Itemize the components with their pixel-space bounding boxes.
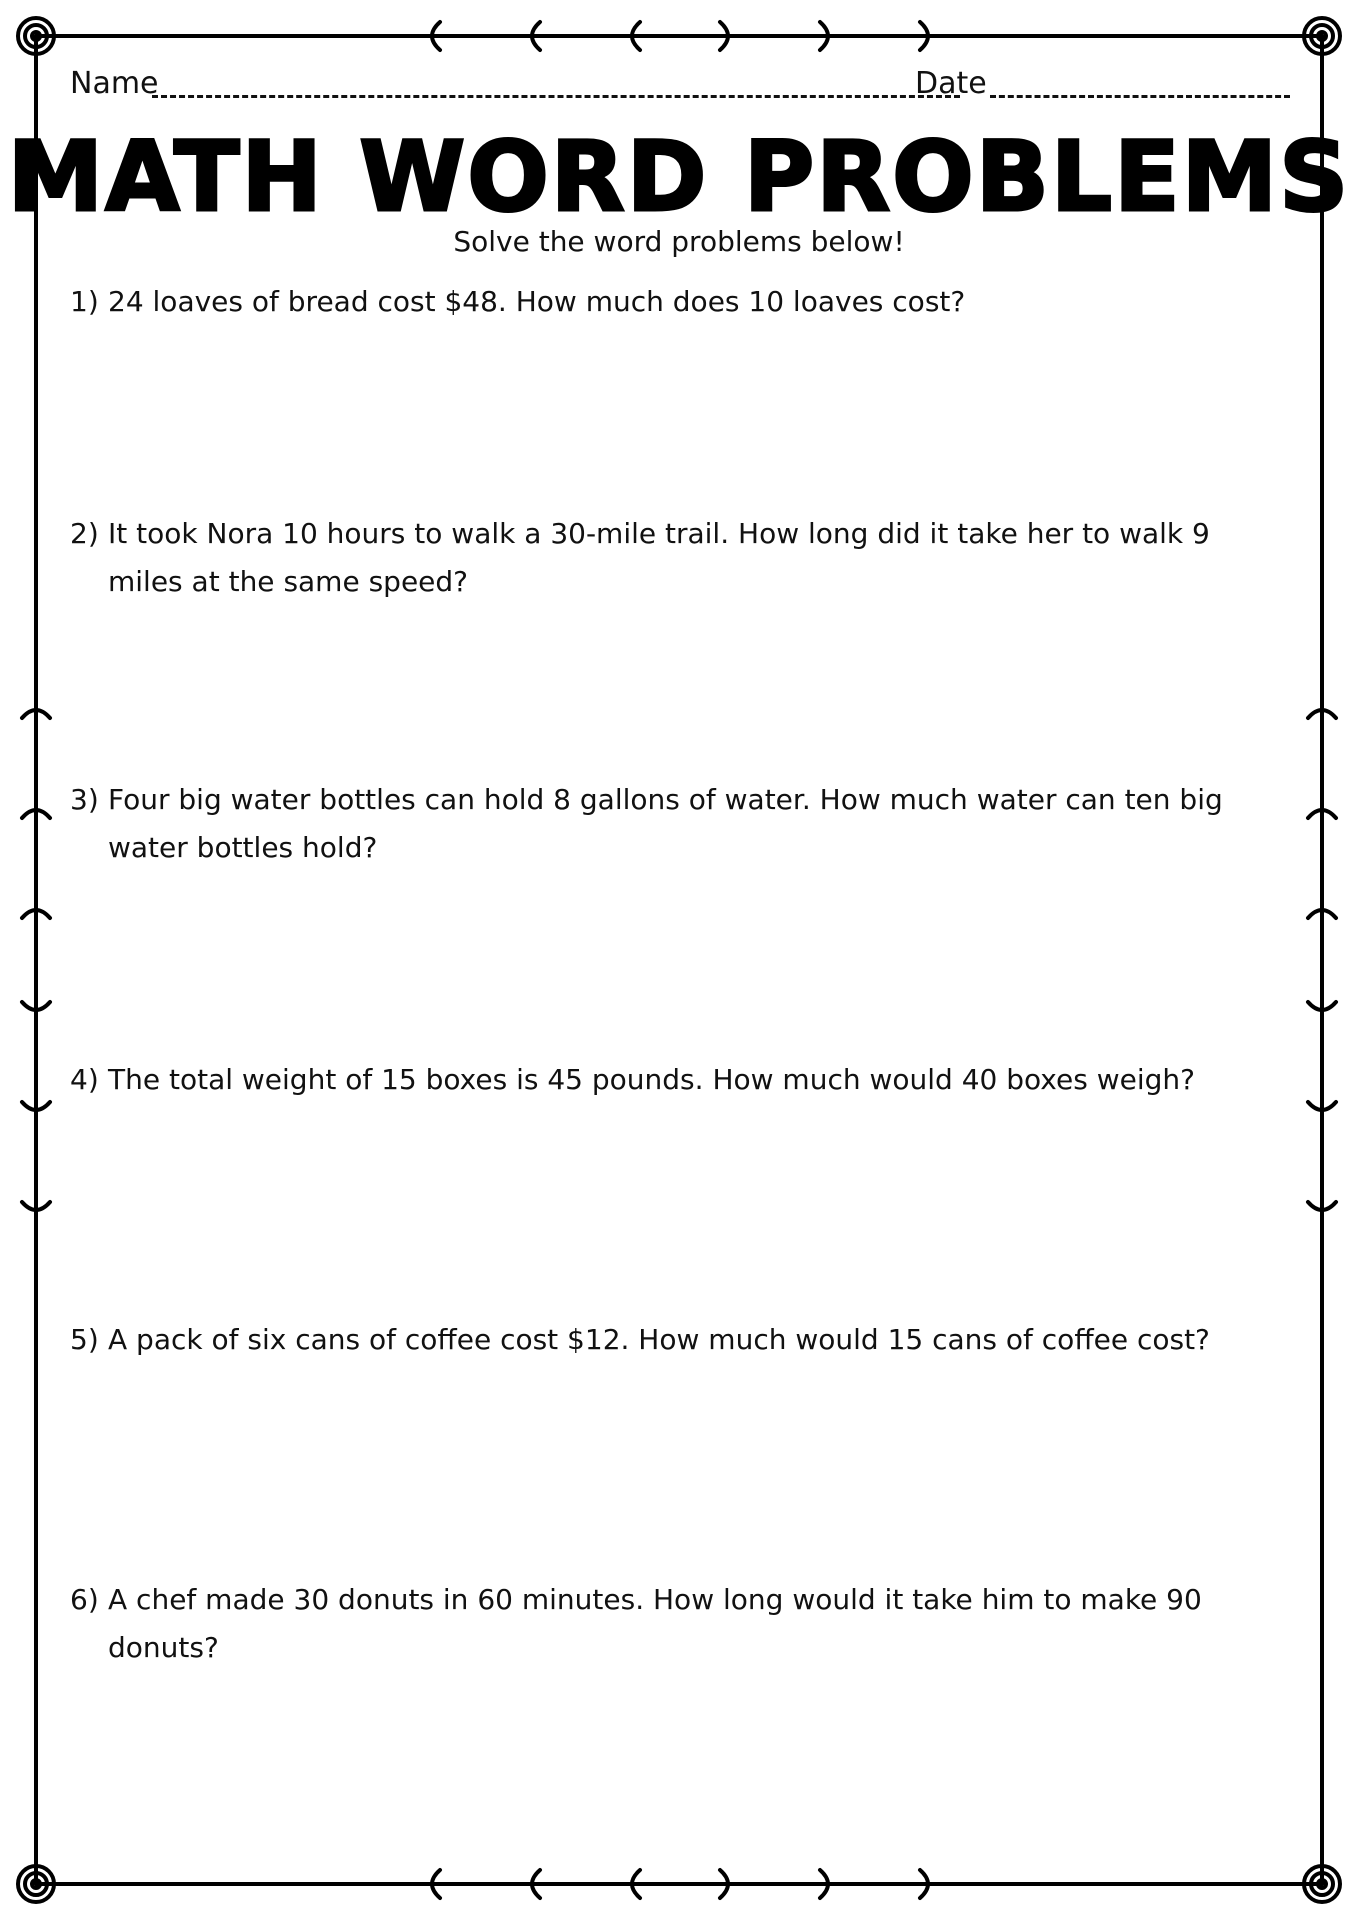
problem-number: 5) xyxy=(70,1323,99,1356)
problem-text: A pack of six cans of coffee cost $12. How much would 15 cans of coffee cost? xyxy=(108,1323,1210,1356)
problem-number: 6) xyxy=(70,1583,99,1616)
problem-number: 2) xyxy=(70,517,99,550)
problem-text: The total weight of 15 boxes is 45 pounds. How much would 40 boxes weigh? xyxy=(108,1063,1196,1096)
problem-item-6 xyxy=(70,1576,1250,1672)
problem-item-2 xyxy=(70,510,1250,606)
problem-item-5 xyxy=(70,1316,1250,1364)
problem-item-3 xyxy=(70,776,1250,872)
problem-item-4 xyxy=(70,1056,1250,1104)
problem-text: 24 loaves of bread cost $48. How much does 10 loaves cost? xyxy=(108,285,966,318)
problem-number: 4) xyxy=(70,1063,99,1096)
problem-item-1 xyxy=(70,278,1250,326)
problem-number: 1) xyxy=(70,285,99,318)
problem-text: It took Nora 10 hours to walk a 30-mile trail. How long did it take her to walk 9 miles at the same speed? xyxy=(108,517,1210,598)
page-title: MATH WORD PROBLEMS xyxy=(7,121,1351,233)
name-field[interactable] xyxy=(152,95,960,98)
header-fields xyxy=(70,62,1290,106)
name-label: Name xyxy=(70,66,159,101)
problem-text: Four big water bottles can hold 8 gallons of water. How much water can ten big water bottles hold? xyxy=(108,783,1223,864)
instructions: Solve the word problems below! xyxy=(453,225,905,258)
date-label: Date xyxy=(915,66,987,101)
date-field[interactable] xyxy=(990,95,1290,98)
problem-text: A chef made 30 donuts in 60 minutes. How long would it take him to make 90 donuts? xyxy=(108,1583,1202,1664)
problem-number: 3) xyxy=(70,783,99,816)
